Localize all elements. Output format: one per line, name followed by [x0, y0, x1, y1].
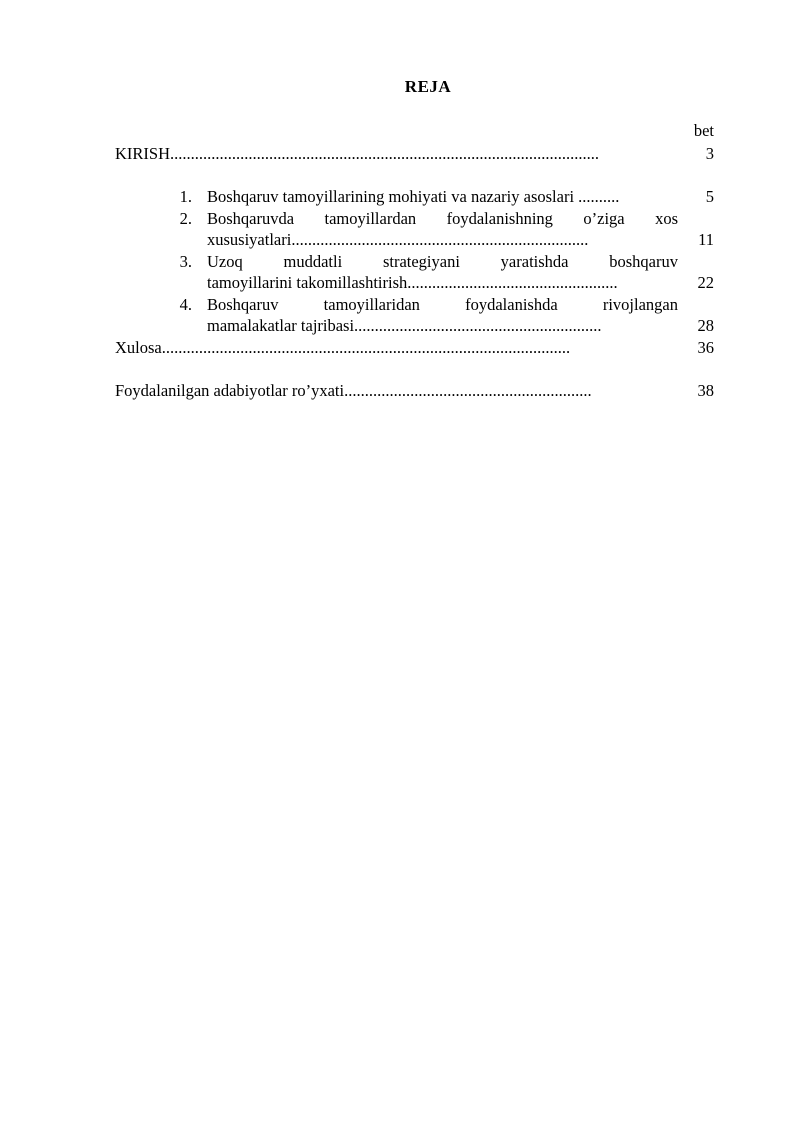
- toc-item-number: 1.: [179, 187, 192, 206]
- page-column-header: bet: [693, 121, 714, 140]
- toc-item-3-page: 22: [697, 273, 714, 292]
- toc-item-3-text-line1: Uzoq muddatli strategiyani yaratishda boshqaruv: [207, 252, 678, 271]
- toc-item-4-page: 28: [697, 316, 714, 335]
- toc-item-number: 4.: [179, 295, 192, 314]
- toc-page-conclusion: 36: [697, 338, 714, 357]
- page-title: REJA: [404, 77, 452, 96]
- toc-item-4-text-line1: Boshqaruv tamoyillaridan foydalanishda rivojlangan: [207, 295, 678, 314]
- toc-item-2-page: 11: [698, 230, 714, 249]
- toc-page-references: 38: [697, 381, 714, 400]
- toc-item-4-text-line2: mamalakatlar tajribasi............................................................: [207, 316, 602, 335]
- toc-item-number: 2.: [179, 209, 192, 228]
- toc-item-2-text-line2: xususiyatlari........................................................................: [207, 230, 589, 249]
- toc-item-number: 3.: [179, 252, 192, 271]
- toc-item-1-text: Boshqaruv tamoyillarining mohiyati va nazariy asoslari ..........: [207, 187, 620, 206]
- toc-page-intro: 3: [705, 144, 714, 163]
- toc-entry-intro: KIRISH........................................................................................................: [115, 144, 600, 163]
- toc-item-3-text-line2: tamoyillarini takomillashtirish...................................................: [207, 273, 618, 292]
- toc-item-2-text-line1: Boshqaruvda tamoyillardan foydalanishning o’ziga xos: [207, 209, 678, 228]
- toc-item-1-page: 5: [705, 187, 714, 206]
- toc-entry-conclusion: Xulosa...................................................................................................: [115, 338, 571, 357]
- toc-entry-references: Foydalanilgan adabiyotlar ro’yxati............................................................: [115, 381, 592, 400]
